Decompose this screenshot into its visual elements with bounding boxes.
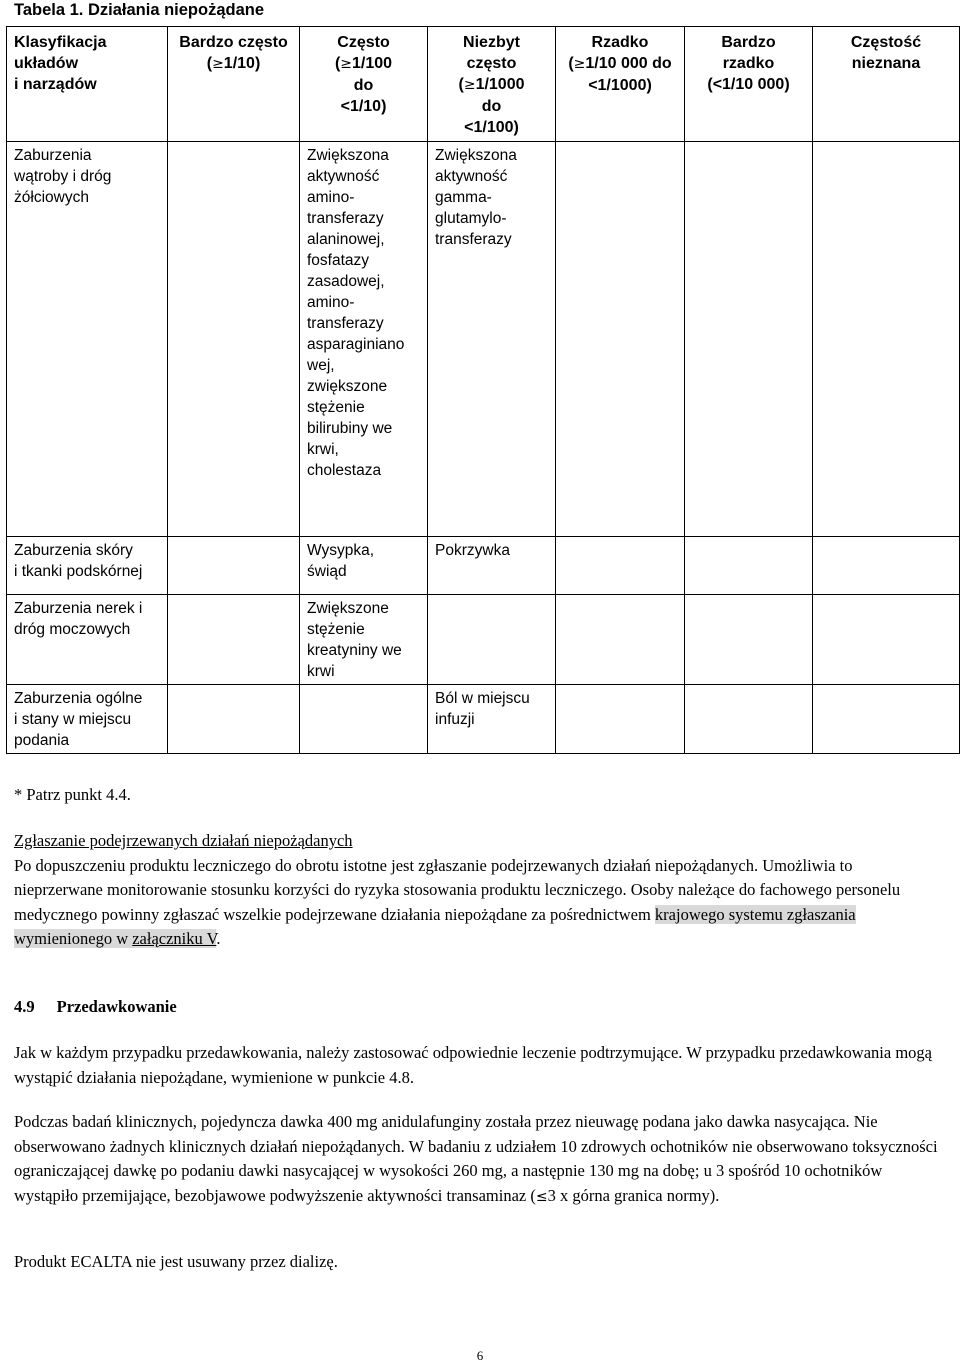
overdose-paragraph-2: Podczas badań klinicznych, pojedyncza dawka 400 mg anidulafunginy została przez nieuwagę podana jako dawka nasycająca. Nie obserwowano żadnych klinicznych działań niepożądanych. W badaniu z udziałem 10 zdrowych ochotników nie obserwowano toksyczności ograniczającej dawkę po podaniu dawki nasycającej w wysokości 260 mg, a następnie 130 mg na dobę; u 3 spośród 10 ochotników wystąpiło przemijające, bezobjawowe podwyższenie aktywności transaminaz (≤3 x górna granica normy). xyxy=(14,1112,938,1205)
cell-very-common xyxy=(168,537,300,595)
dialysis-paragraph: Produkt ECALTA nie jest usuwany przez dializę. xyxy=(14,1252,338,1271)
cell-common: Zwiększone stężenie kreatyniny we krwi xyxy=(300,595,428,685)
table-row xyxy=(7,685,960,754)
table-header-row xyxy=(7,27,960,142)
row-soc: Zaburzenia nerek i dróg moczowych xyxy=(7,595,168,685)
header-very-rare: Bardzo rzadko (<1/10 000) xyxy=(685,27,813,142)
cell-uncommon: Zwiększona aktywność gamma- glutamylo- transferazy xyxy=(428,142,556,537)
annex-v-link[interactable]: załączniku V xyxy=(132,929,217,948)
reporting-highlight: krajowego systemu zgłaszania wymienionego w xyxy=(14,904,856,948)
cell-uncommon xyxy=(428,595,556,685)
table-row xyxy=(7,142,960,537)
reporting-paragraph: Po dopuszczeniu produktu leczniczego do obrotu istotne jest zgłaszanie podejrzewanych działań niepożądanych. Umożliwia to nieprzerwane monitorowanie stosunku korzyści do ryzyka stosowania produktu leczniczego. Osoby należące do fachowego personelu medycznego powinny zgłaszać wszelkie podejrzewane działania niepożądane za pośrednictwem krajowego systemu zgłaszania wymienionego w załączniku V. xyxy=(14,855,901,948)
cell-very-rare xyxy=(685,595,813,685)
reporting-section xyxy=(14,829,944,952)
cell-very-common xyxy=(168,685,300,754)
cell-unknown xyxy=(813,537,960,595)
footnote: * Patrz punkt 4.4. xyxy=(14,785,131,804)
cell-unknown xyxy=(813,595,960,685)
overdose-paragraph-1: Jak w każdym przypadku przedawkowania, należy zastosować odpowiednie leczenie podtrzymujące. W przypadku przedawkowania mogą wystąpić działania niepożądane, wymienione w punkcie 4.8. xyxy=(14,1043,932,1087)
reporting-heading: Zgłaszanie podejrzewanych działań niepożądanych xyxy=(14,831,353,850)
table-row xyxy=(7,537,960,595)
row-soc: Zaburzenia wątroby i dróg żółciowych xyxy=(7,142,168,537)
header-rare: Rzadko (≥1/10 000 do <1/1000) xyxy=(556,27,685,142)
cell-rare xyxy=(556,142,685,537)
cell-rare xyxy=(556,595,685,685)
table-row xyxy=(7,595,960,685)
cell-uncommon: Pokrzywka xyxy=(428,537,556,595)
cell-rare xyxy=(556,537,685,595)
cell-very-rare xyxy=(685,685,813,754)
cell-unknown xyxy=(813,142,960,537)
cell-uncommon: Ból w miejscu infuzji xyxy=(428,685,556,754)
header-soc: Klasyfikacja układów i narządów xyxy=(7,27,168,142)
cell-common: Zwiększona aktywność amino- transferazy alaninowej, fosfatazy zasadowej, amino- transferazy asparaginiano wej, zwiększone stężenie bilirubiny we krwi, cholestaza xyxy=(300,142,428,537)
section-heading: 4.9 Przedawkowanie xyxy=(14,997,177,1016)
cell-common: Wysypka, świąd xyxy=(300,537,428,595)
page-number: 6 xyxy=(476,1348,484,1363)
cell-rare xyxy=(556,685,685,754)
header-common: Często (≥1/100 do <1/10) xyxy=(300,27,428,142)
cell-very-common xyxy=(168,595,300,685)
table-title: Tabela 1. Działania niepożądane xyxy=(14,1,265,19)
header-uncommon: Niezbyt często (≥1/1000 do <1/100) xyxy=(428,27,556,142)
header-unknown: Częstość nieznana xyxy=(813,27,960,142)
cell-common xyxy=(300,685,428,754)
row-soc: Zaburzenia skóry i tkanki podskórnej xyxy=(7,537,168,595)
cell-unknown xyxy=(813,685,960,754)
header-very-common: Bardzo często (≥1/10) xyxy=(168,27,300,142)
cell-very-common xyxy=(168,142,300,537)
adverse-reactions-table xyxy=(6,26,960,754)
row-soc: Zaburzenia ogólne i stany w miejscu podania xyxy=(7,685,168,754)
cell-very-rare xyxy=(685,142,813,537)
cell-very-rare xyxy=(685,537,813,595)
